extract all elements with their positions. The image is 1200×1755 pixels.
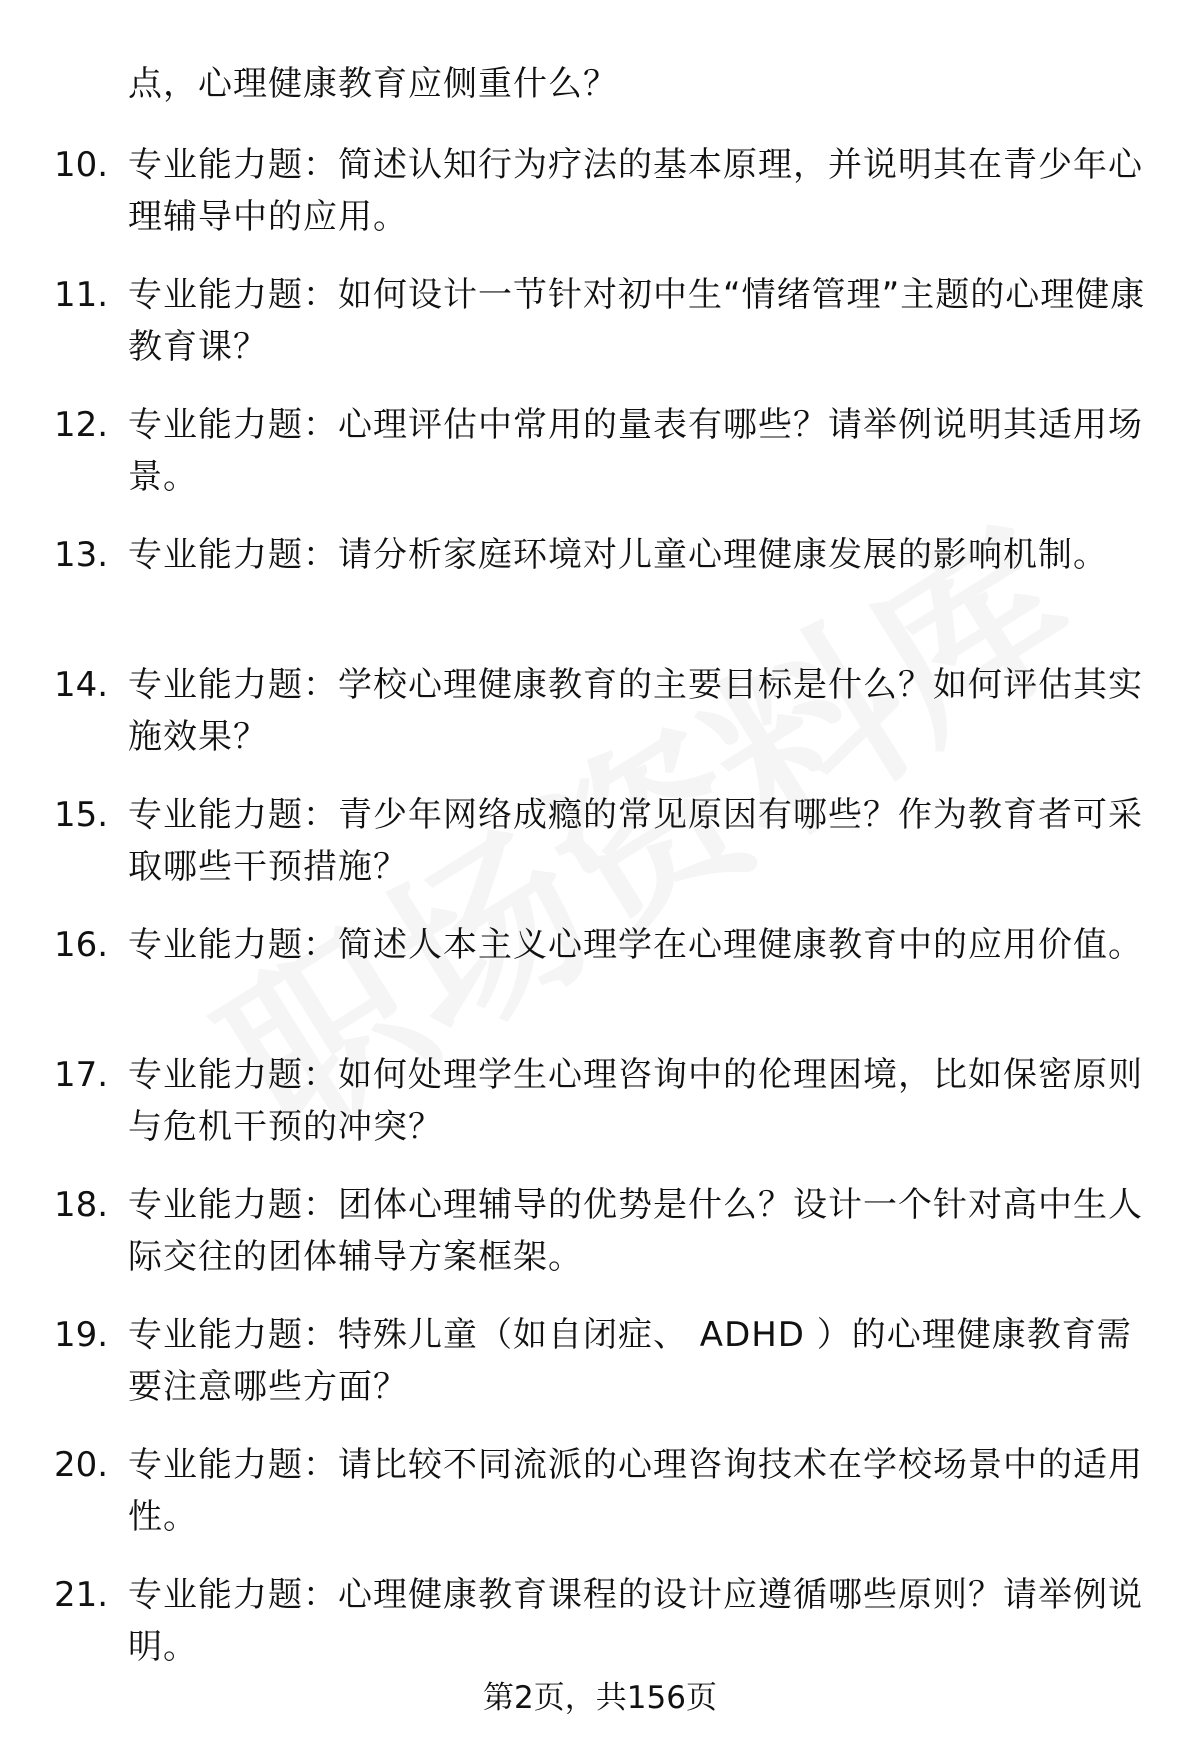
- question-item: [0, 1179, 1200, 1309]
- question-number: 15.: [54, 795, 109, 835]
- question-item: [0, 919, 1200, 1049]
- question-item: [0, 399, 1200, 529]
- question-text: 专业能力题：心理评估中常用的量表有哪些？请举例说明其适用场景。: [128, 405, 1143, 497]
- question-list: [0, 139, 1200, 1699]
- question-item: [0, 789, 1200, 919]
- continuation-text: 点，心理健康教育应侧重什么？: [128, 64, 618, 104]
- question-text: 专业能力题：特殊儿童（如自闭症、 ADHD ）的心理健康教育需要注意哪些方面？: [128, 1315, 1132, 1407]
- question-number: 12.: [54, 405, 109, 445]
- question-item: [0, 659, 1200, 789]
- question-item: [0, 1439, 1200, 1569]
- question-number: 14.: [54, 665, 109, 705]
- page-footer: 第2页，共156页: [483, 1680, 717, 1716]
- question-text: 专业能力题：简述人本主义心理学在心理健康教育中的应用价值。: [128, 925, 1143, 965]
- question-text: 专业能力题：请分析家庭环境对儿童心理健康发展的影响机制。: [128, 535, 1108, 575]
- question-text: 专业能力题：请比较不同流派的心理咨询技术在学校场景中的适用性。: [128, 1445, 1143, 1537]
- question-number: 13.: [54, 535, 109, 575]
- question-text: 专业能力题：简述认知行为疗法的基本原理，并说明其在青少年心理辅导中的应用。: [128, 145, 1143, 237]
- question-number: 19.: [54, 1315, 109, 1355]
- question-text: 专业能力题：青少年网络成瘾的常见原因有哪些？作为教育者可采取哪些干预措施？: [128, 795, 1143, 887]
- question-number: 16.: [54, 925, 109, 965]
- question-item: [0, 529, 1200, 659]
- question-number: 11.: [54, 275, 109, 315]
- question-number: 17.: [54, 1055, 109, 1095]
- question-item: [0, 269, 1200, 399]
- question-text: 专业能力题：如何处理学生心理咨询中的伦理困境，比如保密原则与危机干预的冲突？: [128, 1055, 1143, 1147]
- question-text: 专业能力题：如何设计一节针对初中生“情绪管理”主题的心理健康教育课？: [128, 275, 1146, 367]
- question-number: 10.: [54, 145, 109, 185]
- question-number: 20.: [54, 1445, 109, 1485]
- question-item: [0, 1309, 1200, 1439]
- question-number: 18.: [54, 1185, 109, 1225]
- question-number: 21.: [54, 1575, 109, 1615]
- question-text: 专业能力题：心理健康教育课程的设计应遵循哪些原则？请举例说明。: [128, 1575, 1143, 1667]
- question-item: [0, 1049, 1200, 1179]
- question-text: 专业能力题：学校心理健康教育的主要目标是什么？如何评估其实施效果？: [128, 665, 1143, 757]
- question-text: 专业能力题：团体心理辅导的优势是什么？设计一个针对高中生人际交往的团体辅导方案框架。: [128, 1185, 1143, 1277]
- question-item: [0, 139, 1200, 269]
